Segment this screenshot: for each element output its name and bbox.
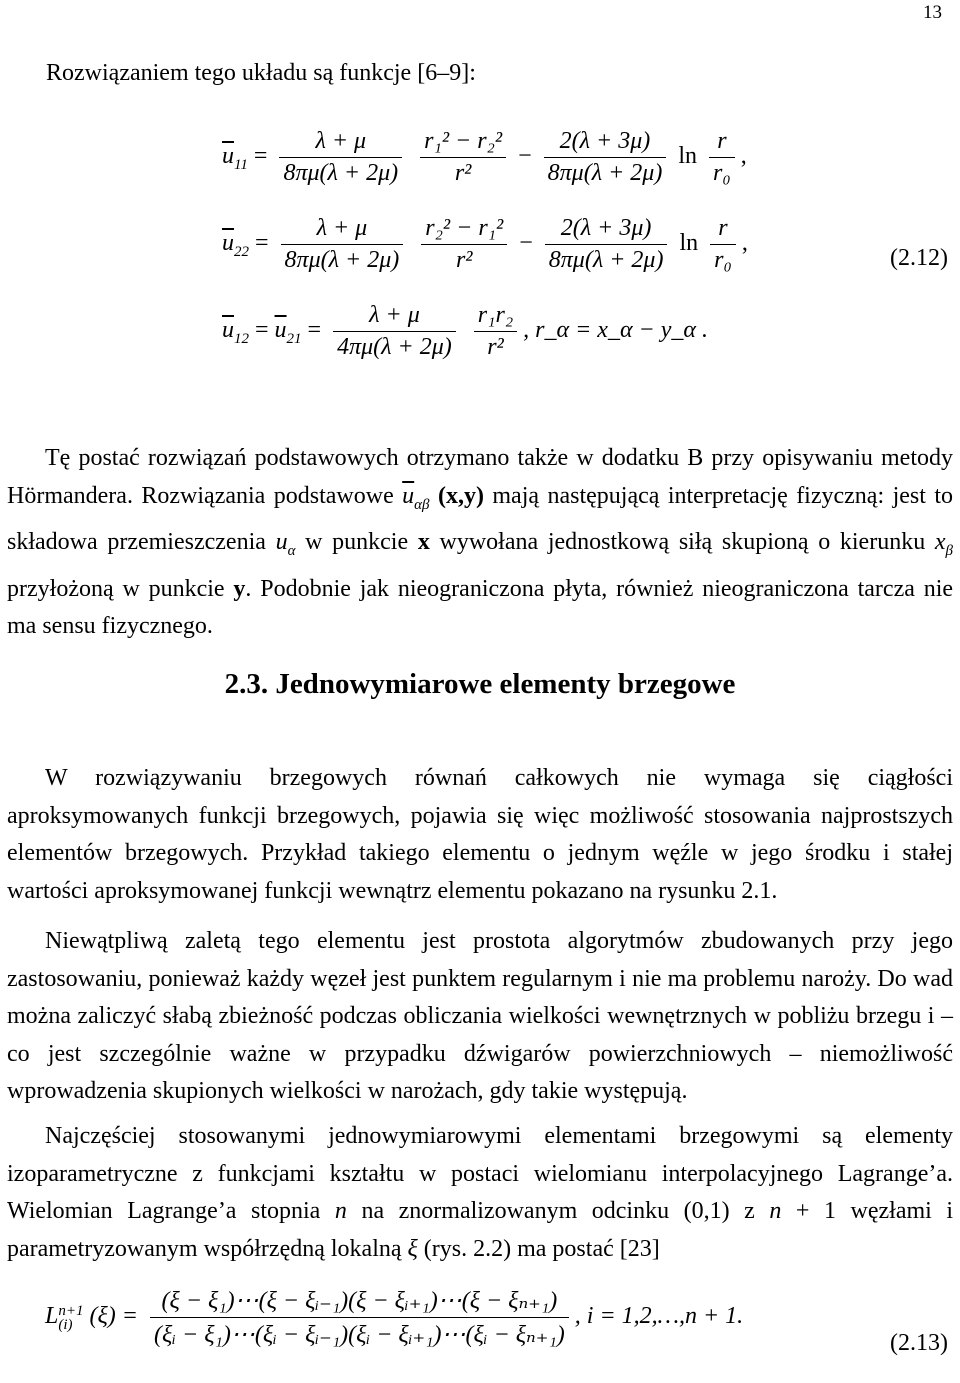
fraction: $\frac{\lambda + \mu}{8\pi\mu(\lambda + 2\mu)}$ [281, 215, 404, 274]
eq-lhs-sub: 12 [234, 331, 249, 348]
eq-lhs: $\overline{u}$ [222, 230, 234, 257]
equation-number-2-12: (2.12) [890, 245, 948, 271]
intro-text: Rozwiązaniem tego układu są funkcje [6–9]: [46, 60, 476, 86]
fraction: $\frac{\lambda + \mu}{8\pi\mu(\lambda + 2\mu)}$ [279, 128, 402, 187]
fraction: $\frac{r}{\text{r₀}}$ [709, 128, 735, 187]
fraction: $\frac{\text{r₁r₂}}{\text{r²}}$ [474, 302, 517, 361]
fraction: $\frac{\text{r₂² − r₁²}}{\text{r²}}$ [421, 215, 507, 274]
fraction: $\frac{\text{r₁² − r₂²}}{\text{r²}}$ [420, 128, 506, 187]
eq-lhs: $\overline{u}$ [222, 143, 234, 170]
equation-number-2-13: (2.13) [890, 1330, 948, 1356]
eq-lhs-sub: 22 [234, 244, 249, 261]
fraction: $\frac{\lambda + \mu}{4\pi\mu(\lambda + 2\mu)}$ [333, 302, 456, 361]
equation-2-12-line-1: $\overline{u}_{11}$ = $\frac{\lambda + \mu}{8\pi\mu(\lambda + 2\mu)}$ $\frac{\text{r₁² − r₂²}}{\text{r²}}$ − $\frac{2(\lambda + 3\mu)}{8\pi\mu(\lambda + 2\mu)}$ ln $\frac{r}{\text{r₀}}$ , [222, 128, 747, 186]
ln-operator: ln [679, 230, 699, 257]
equation-2-13: L n+1 (i) (ξ) = $\frac{\text{(ξ − ξ₁)⋯(ξ − ξᵢ₋₁)(ξ − ξᵢ₊₁)⋯(ξ − ξₙ₊₁)}}{\text{(ξᵢ − ξ₁)⋯(ξᵢ − ξᵢ₋₁)(ξᵢ − ξᵢ₊₁)⋯(ξᵢ − ξₙ₊₁)}}$ , i = 1,2,…,n + 1. [45, 1288, 744, 1348]
fraction: $\frac{r}{\text{r₀}}$ [710, 215, 736, 274]
paragraph-element-advantages: Niewątpliwą zaletą tego elementu jest prostota algorytmów zbudowanych przy jego zastosowaniu, ponieważ każdy węzeł jest punktem regularnym i nie ma problemu naroży. Do wad można zaliczyć słabą zbieżność podczas obliczania wielkości wewnętrznych w pobliżu brzegu i – co jest szczególnie ważne w przypadku dźwigarów powierzchniowych – niemożliwość wprowadzenia skupionych wielkości w narożach, gdy takie występują. [7, 928, 953, 1104]
fraction: $\frac{2(\lambda + 3\mu)}{8\pi\mu(\lambda + 2\mu)}$ [544, 128, 667, 187]
paragraph-fundamental-solutions: Tę postać rozwiązań podstawowych otrzymano także w dodatku B przy opisywaniu metody Hörmandera. Rozwiązania podstawowe $\overline{u}_{\alpha\beta}$ (x,y) mają następującą interpretację fizyczną: jest to składowa przemieszczenia $u_\alpha$ w punkcie x wywołana jednostkową siłą skupioną o kierunku $x_\beta$ przyłożoną w punkcie y. Podobnie jak nieograniczona płyta, również nieograniczona tarcza nie ma sensu fizycznego. [7, 445, 954, 639]
fraction: $\frac{\text{(ξ − ξ₁)⋯(ξ − ξᵢ₋₁)(ξ − ξᵢ₊₁)⋯(ξ − ξₙ₊₁)}}{\text{(ξᵢ − ξ₁)⋯(ξᵢ − ξᵢ₋₁)(ξᵢ − ξᵢ₊₁)⋯(ξᵢ − ξₙ₊₁)}}$ [150, 1286, 569, 1349]
equation-2-12-line-2: $\overline{u}_{22}$ = $\frac{\lambda + \mu}{8\pi\mu(\lambda + 2\mu)}$ $\frac{\text{r₂² − r₁²}}{\text{r²}}$ − $\frac{2(\lambda + 3\mu)}{8\pi\mu(\lambda + 2\mu)}$ ln $\frac{r}{\text{r₀}}$ , [222, 215, 748, 273]
eq-lhs: $\overline{u}$ [222, 317, 234, 344]
page-number: 13 [923, 2, 942, 23]
section-heading: 2.3. Jednowymiarowe elementy brzegowe [224, 668, 736, 700]
eq-lhs-sub: 11 [234, 157, 248, 174]
eq-mid: $\overline{u}$ [274, 317, 287, 344]
fraction: $\frac{2(\lambda + 3\mu)}{8\pi\mu(\lambda + 2\mu)}$ [545, 215, 668, 274]
equation-2-12-line-3: $\overline{u}_{12} = \overline{u}_{21}$ = $\frac{\lambda + \mu}{4\pi\mu(\lambda + 2\mu)}$ $\frac{\text{r₁r₂}}{\text{r²}}$ , r_α = x_α − y_α . [222, 302, 708, 360]
paragraph-boundary-equations: W rozwiązywaniu brzegowych równań całkowych nie wymaga się ciągłości aproksymowanych funkcji brzegowych, pojawia się więc możliwość stosowania najprostszych elementów brzegowych. Przykład takiego elementu o jednym węźle w jego środku i stałej wartości aproksymowanej funkcji wewnątrz elementu pokazano na rysunku 2.1. [7, 765, 953, 904]
paragraph-lagrange-elements: Najczęściej stosowanymi jednowymiarowymi elementami brzegowymi są elementy izoparametryczne z funkcjami kształtu w postaci wielomianu interpolacyjnego Lagrange’a. Wielomian Lagrange’a stopnia n na znormalizowanym odcinku (0,1) z n + 1 węzłami i parametryzowanym współrzędną lokalną ξ (rys. 2.2) ma postać [23] [7, 1123, 954, 1262]
ln-operator: ln [678, 143, 698, 170]
eq-mid-sub: 21 [286, 331, 302, 348]
